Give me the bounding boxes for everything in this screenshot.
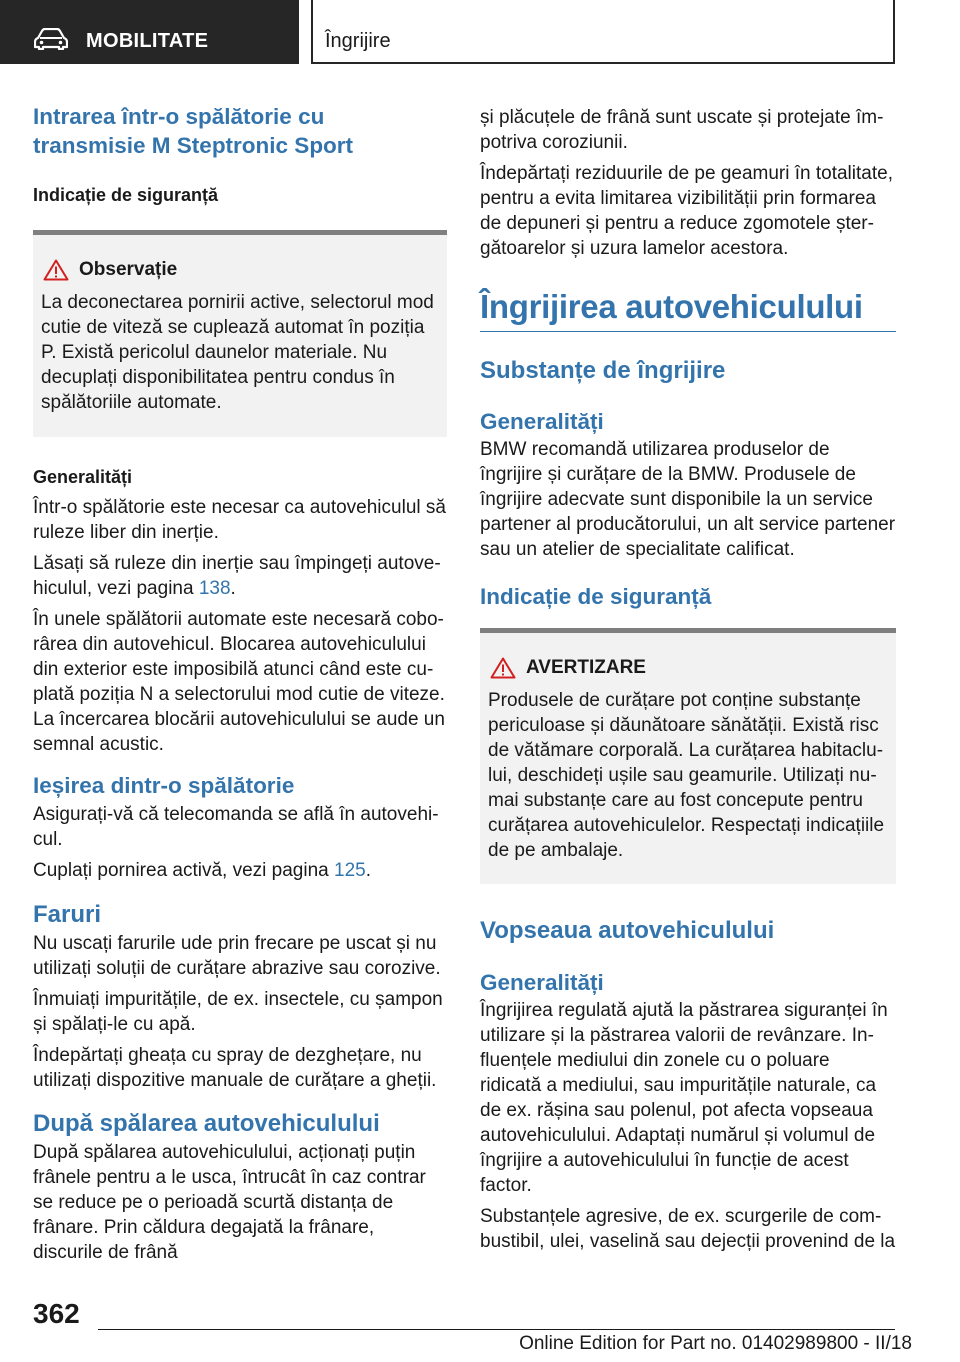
headlights-paragraph-3: Îndepărtați gheața cu spray de dezghețare, nu utilizați dispozitive manuale de curățare a gheții. (33, 1045, 437, 1091)
paint-general-heading: Generalități (480, 970, 604, 995)
paint-heading: Vopseaua autovehiculului (480, 917, 775, 944)
right-column (480, 100, 896, 1254)
headlights-heading: Faruri (33, 901, 102, 928)
carwash-heading: Intrarea într-o spălătorie cu transmisie M Steptronic Sport (33, 104, 354, 158)
section-tab-mobility[interactable] (0, 0, 299, 64)
warning-box (480, 628, 896, 884)
paint-paragraph-2: Substanțele agresive, de ex. scurgerile de combustibil, ulei, vaselină sau dejecții provenind de la (480, 1206, 896, 1252)
safety-heading-right: Indicație de siguranță (480, 584, 712, 609)
exit-carwash-heading: Ieșirea dintr-o spălătorie (33, 773, 295, 798)
headlights-paragraph-1: Nu uscați farurile ude prin frecare pe uscat și nu utilizați soluții de curățare abrazive sau corozive. (33, 933, 441, 979)
warning-box-title-row (488, 655, 888, 680)
care-products-heading: Substanțe de îngrijire (480, 357, 726, 384)
note-box-title: Observație (79, 259, 178, 280)
note-box-text: La deconectarea pornirii active, selectorul mod cutie de viteză se cuplează automat în poziția P. Există pericolul daunelor materiale. Nu decuplați disponibilitatea pentru condus în spălătoriile automate. (41, 292, 434, 413)
page-header (0, 0, 960, 66)
general-heading-right: Generalități (480, 409, 604, 434)
paint-paragraph-1: Îngrijirea regulată ajută la păstrarea siguranței în utilizare și la păstrarea valorii de revânzare. Influențele mediului din zonele cu o poluare ridicată a mediului, sau impuritățile naturale, ca de ex. rășina sau polenul, pot afecta vopseaua autovehiculului. Adaptați numărul și volumul de îngrijire a autovehiculului în funcție de acest factor. (480, 1000, 888, 1196)
edition-note: Online Edition for Part no. 01402989800 - II/18 (519, 1333, 912, 1354)
safety-heading-left: Indicație de siguranță (33, 185, 219, 205)
general-paragraph-3: În unele spălătorii automate este necesară coborârea din autovehicul. Blocarea autovehiculului din exterior este imposibilă atunci când este cuplată poziția N a selectorului mod cutie de viteze. La încercarea blocării autovehiculului se aude un semnal acustic. (33, 609, 445, 755)
chapter-title: Îngrijirea autovehiculului (480, 288, 863, 325)
general-heading-left: Generalități (33, 467, 133, 487)
chapter-title-block (480, 287, 896, 332)
page-link-125[interactable]: 125 (334, 860, 366, 881)
warning-triangle-icon (490, 657, 516, 679)
note-box-title-row (41, 257, 439, 282)
after-wash-heading: După spălarea autovehiculului (33, 1110, 380, 1137)
exit-paragraph-2-text: Cuplați pornirea activă, vezi pagina (33, 860, 335, 881)
care-general-paragraph: BMW recomandă utilizarea produselor de îngrijire și curățare de la BMW. Produsele de îngrijire adecvate sunt disponibile la un service partener al producătorului, un alt service partener sau un atelier de specialitate calificat. (480, 439, 896, 560)
page-number: 362 (33, 1298, 80, 1329)
section-tab-care-label: Îngrijire (325, 30, 391, 52)
after-wash-paragraph: După spălarea autovehiculului, acționați puțin frânele pentru a le usca, întrucât în caz contrar se reduce pe o perioadă scurtă distanța de frânare. Prin căldura degajată la frânare, discurile de frână (33, 1142, 426, 1263)
headlights-paragraph-2: Înmuiați impuritățile, de ex. insectele, cu șampon și spălați-le cu apă. (33, 989, 443, 1035)
section-tab-mobility-label: MOBILITATE (86, 30, 209, 52)
note-box (33, 230, 447, 437)
general-paragraph-2 (33, 551, 447, 601)
car-icon (34, 28, 68, 50)
exit-paragraph-2-end: . (365, 860, 371, 881)
section-tab-care[interactable] (311, 0, 895, 64)
footer-divider (98, 1329, 895, 1330)
general-paragraph-2-end: . (230, 578, 236, 599)
warning-box-title: AVERTIZARE (526, 657, 646, 678)
warning-triangle-icon (43, 259, 69, 281)
warning-box-text: Produsele de curățare pot conține substanțe periculoase și dăunătoare sănătății. Există risc de vătămare corporală. La curățarea habitaclului, deschideți ușile sau geamurile. Utilizați numai substanțe care au fost concepute pentru curățarea autovehiculelor. Respectați indicațiile de pe ambalaje. (488, 690, 885, 861)
general-paragraph-2-text: Lăsați să ruleze din inerție sau împingeți autovehiculul, vezi pagina (33, 553, 441, 599)
brakes-continuation: și plăcuțele de frână sunt uscate și protejate împotriva coroziunii. (480, 107, 884, 153)
windows-paragraph: Îndepărtați reziduurile de pe geamuri în totalitate, pentru a evita limitarea vizibilității prin formarea de depuneri și pentru a reduce zgomotele ștergătoarelor și uzura lamelor acestora. (480, 163, 893, 259)
page-link-138[interactable]: 138 (198, 578, 231, 599)
left-column (33, 100, 447, 1265)
exit-paragraph-1: Asigurați-vă că telecomanda se află în autovehicul. (33, 804, 439, 850)
general-paragraph-1: Într-o spălătorie este necesar ca autovehiculul să ruleze liber din inerție. (33, 497, 446, 543)
exit-paragraph-2 (33, 858, 447, 883)
